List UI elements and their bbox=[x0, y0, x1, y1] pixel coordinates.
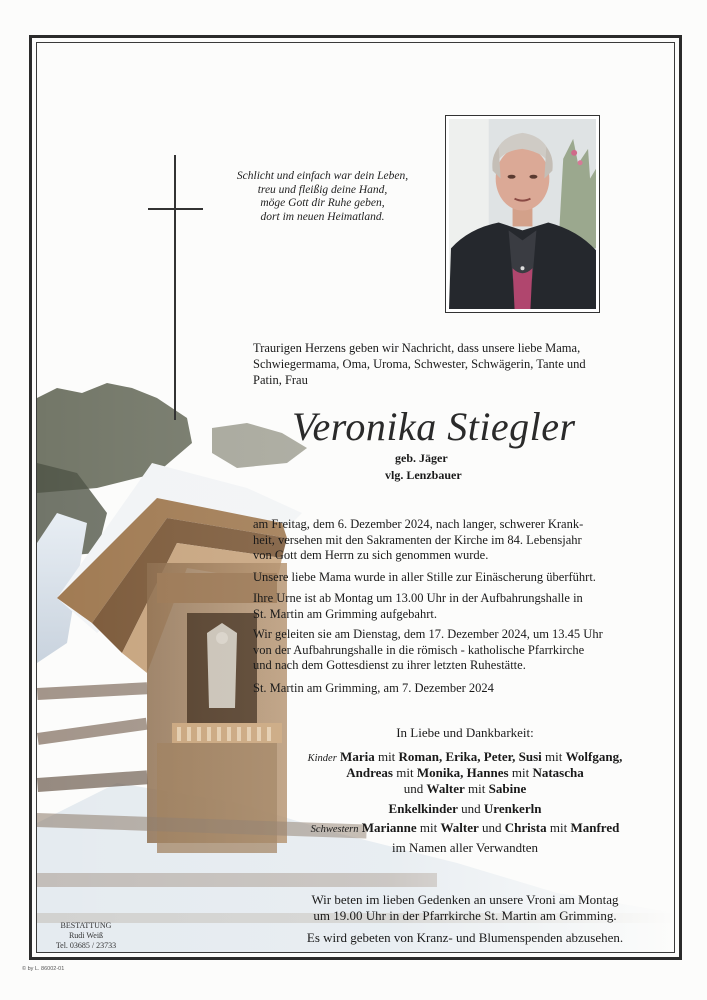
cremation-notice bbox=[253, 570, 631, 586]
birth-name: geb. Jäger bbox=[395, 451, 448, 465]
urn-line: Ihre Urne ist ab Montag um 13.00 Uhr in der Aufbahrungshalle in bbox=[253, 591, 583, 605]
place-date-line: St. Martin am Grimming, am 7. Dezember 2024 bbox=[253, 681, 494, 695]
connector-word: mit bbox=[549, 820, 568, 835]
no-flowers-request: Es wird gebeten von Kranz- und Blumenspenden abzusehen. bbox=[306, 930, 624, 945]
connector-word: und bbox=[403, 781, 424, 796]
death-notice bbox=[253, 517, 631, 564]
cross-vertical bbox=[174, 155, 176, 420]
print-code: © by L. 86002-01 bbox=[22, 966, 65, 972]
mourners-siblings bbox=[255, 820, 675, 838]
connector-word: mit bbox=[419, 820, 438, 835]
poem-line: Schlicht und einfach war dein Leben, bbox=[236, 170, 409, 182]
poem-line: dort im neuen Heimatland. bbox=[260, 210, 385, 223]
connector-word: mit bbox=[468, 781, 486, 796]
poem-line: treu und fleißig deine Hand, bbox=[257, 183, 388, 196]
mourner-name: Sabine bbox=[488, 781, 527, 796]
funeral-line: von der Aufbahrungshalle in die römisch - katholische Pfarrkirche bbox=[253, 642, 585, 657]
mourner-name: Natascha bbox=[532, 765, 584, 780]
cross-horizontal bbox=[148, 208, 203, 210]
vulgo-name: vlg. Lenzbauer bbox=[385, 468, 462, 482]
death-line: von Gott dem Herrn zu sich genommen wurde. bbox=[253, 548, 489, 562]
death-line: heit, versehen mit den Sakramenten der Kirche im 84. Lebensjahr bbox=[253, 532, 582, 547]
mourner-name: Walter bbox=[440, 820, 479, 835]
mourner-name: Roman, Erika, Peter, Susi bbox=[398, 749, 542, 764]
children-label: Kinder bbox=[307, 753, 337, 764]
mourner-name: Walter bbox=[426, 781, 465, 796]
connector-word: mit bbox=[396, 765, 414, 780]
portrait-photo bbox=[449, 119, 596, 309]
connector-word: mit bbox=[377, 749, 396, 764]
poem bbox=[215, 170, 430, 224]
mourner-name: Monika, Hannes bbox=[416, 765, 509, 780]
funeral-notice bbox=[253, 627, 631, 674]
mourner-name: Wolfgang, bbox=[565, 749, 623, 764]
funeral-home bbox=[46, 921, 126, 951]
mourner-name: Maria bbox=[340, 749, 375, 764]
mourners-children-line-3 bbox=[255, 781, 675, 797]
cremation-line: Unsere liebe Mama wurde in aller Stille zur Einäscherung überführt. bbox=[253, 570, 596, 584]
mourners-relatives: im Namen aller Verwandten bbox=[392, 840, 538, 855]
urn-line: St. Martin am Grimming aufgebahrt. bbox=[253, 606, 437, 621]
mourner-name: Manfred bbox=[570, 820, 620, 835]
mourner-name: Marianne bbox=[361, 820, 417, 835]
funeral-home-tel: Tel. 03685 / 23733 bbox=[55, 941, 117, 950]
mourner-name: Urenkerln bbox=[483, 801, 542, 816]
siblings-label: Schwestern bbox=[310, 824, 359, 835]
poem-line: möge Gott dir Ruhe geben, bbox=[260, 197, 385, 209]
memorial-line-2: um 19.00 Uhr in der Pfarrkirche St. Martin am Grimming. bbox=[313, 908, 617, 923]
connector-word: und bbox=[481, 820, 502, 835]
mourners-grandchildren bbox=[255, 801, 675, 817]
connector-word: mit bbox=[545, 749, 563, 764]
deceased-name: Veronika Stiegler bbox=[292, 404, 576, 449]
memorial-line-1: Wir beten im lieben Gedenken an unsere Vroni am Montag bbox=[311, 892, 619, 907]
portrait-frame bbox=[445, 115, 600, 313]
mourners-children-line-2 bbox=[255, 765, 675, 781]
funeral-line: Wir geleiten sie am Dienstag, dem 17. Dezember 2024, um 13.45 Uhr bbox=[253, 627, 603, 641]
connector-word: mit bbox=[511, 765, 530, 780]
place-date bbox=[253, 681, 631, 697]
death-line: am Freitag, dem 6. Dezember 2024, nach langer, schwerer Krank- bbox=[253, 517, 584, 531]
mourners-heading: In Liebe und Dankbarkeit: bbox=[396, 725, 534, 740]
urn-notice bbox=[253, 591, 631, 622]
funeral-line: und nach dem Gottesdienst zu ihrer letzten Ruhestätte. bbox=[253, 658, 526, 672]
connector-word: und bbox=[461, 801, 481, 816]
intro-text: Traurigen Herzens geben wir Nachricht, dass unsere liebe Mama, Schwiegermama, Oma, Uroma, Schwester, Schwägerin, Tante und Patin, Frau bbox=[253, 341, 586, 387]
funeral-home-title: BESTATTUNG bbox=[60, 921, 112, 930]
mourner-name: Andreas bbox=[346, 765, 393, 780]
funeral-home-name: Rudi Weiß bbox=[68, 931, 104, 940]
mourner-name: Enkelkinder bbox=[388, 801, 458, 816]
mourner-name: Christa bbox=[504, 820, 547, 835]
